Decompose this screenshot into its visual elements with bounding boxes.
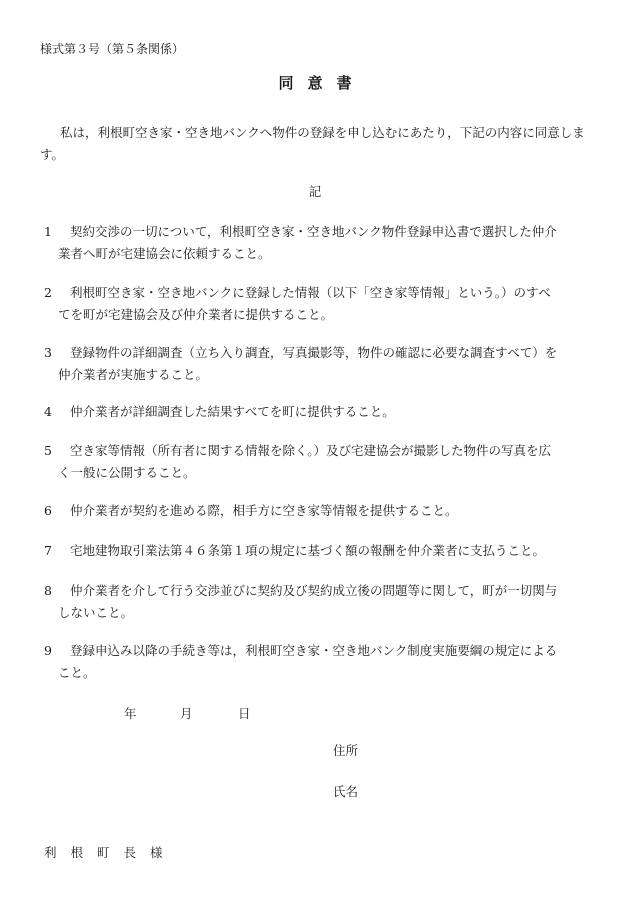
item-number: 3 [44,345,52,360]
item-text-line1: 仲介業者が契約を進める際，相手方に空き家等情報を提供すること。 [70,503,458,518]
agreement-item [44,500,590,522]
intro-paragraph: 私は，利根町空き家・空き地バンクへ物件の登録を申し込むにあたり，下記の内容に同意します。 [40,125,585,162]
form-number-label: 様式第３号（第５条関係） [40,42,185,56]
item-text-line1: 仲介業者を介して行う交渉並びに契約及び契約成立後の問題等に関して，町が一切関与 [70,583,558,598]
agreement-item [44,221,590,265]
item-text-line2: しないこと。 [58,605,134,620]
item-text-line2: く一般に公開すること。 [58,465,196,480]
item-number: 4 [44,404,52,419]
item-text-line1: 宅地建物取引業法第４６条第１項の規定に基づく額の報酬を仲介業者に支払うこと。 [70,543,546,558]
agreement-item [44,440,590,484]
date-line [124,704,251,722]
item-number: 1 [44,224,52,239]
agreement-item [44,342,590,386]
item-text-line1: 登録申込み以降の手続き等は，利根町空き家・空き地バンク制度実施要綱の規定による [70,643,558,658]
document-title: 同意書 [278,74,366,92]
item-text-line2: てを町が宅建協会及び仲介業者に提供すること。 [58,307,334,322]
date-month: 月 [180,706,193,721]
agreement-item [44,540,590,562]
agreement-item [44,401,590,423]
agreement-item [44,580,590,624]
item-number: 6 [44,503,52,518]
item-text-line2: 業者へ町が宅建協会に依頼すること。 [58,246,271,261]
item-number: 7 [44,543,52,558]
item-text-line1: 空き家等情報（所有者に関する情報を除く。）及び宅建協会が撮影した物件の写真を広 [70,443,552,458]
item-text-line1: 登録物件の詳細調査（立ち入り調査，写真撮影等，物件の確認に必要な調査すべて）を [70,345,558,360]
ki-heading: 記 [308,184,322,199]
address-label: 住所 [333,743,359,758]
item-text-line2: こと。 [58,665,96,680]
item-text-line1: 仲介業者が詳細調査した結果すべてを町に提供すること。 [70,404,395,419]
agreement-item [44,282,590,326]
date-year: 年 [124,706,137,721]
item-number: 8 [44,583,52,598]
date-day: 日 [238,706,251,721]
item-text-line2: 仲介業者が実施すること。 [58,367,209,382]
addressee: 利根町長様 [44,845,177,860]
item-text-line1: 利根町空き家・空き地バンクに登録した情報（以下「空き家等情報」という。）のすべ [70,285,551,300]
item-number: 5 [44,443,52,458]
agreement-item [44,640,590,684]
item-text-line1: 契約交渉の一切について，利根町空き家・空き地バンク物件登録申込書で選択した仲介 [70,224,557,239]
item-number: 9 [44,643,52,658]
item-number: 2 [44,285,52,300]
name-label: 氏名 [333,784,359,799]
